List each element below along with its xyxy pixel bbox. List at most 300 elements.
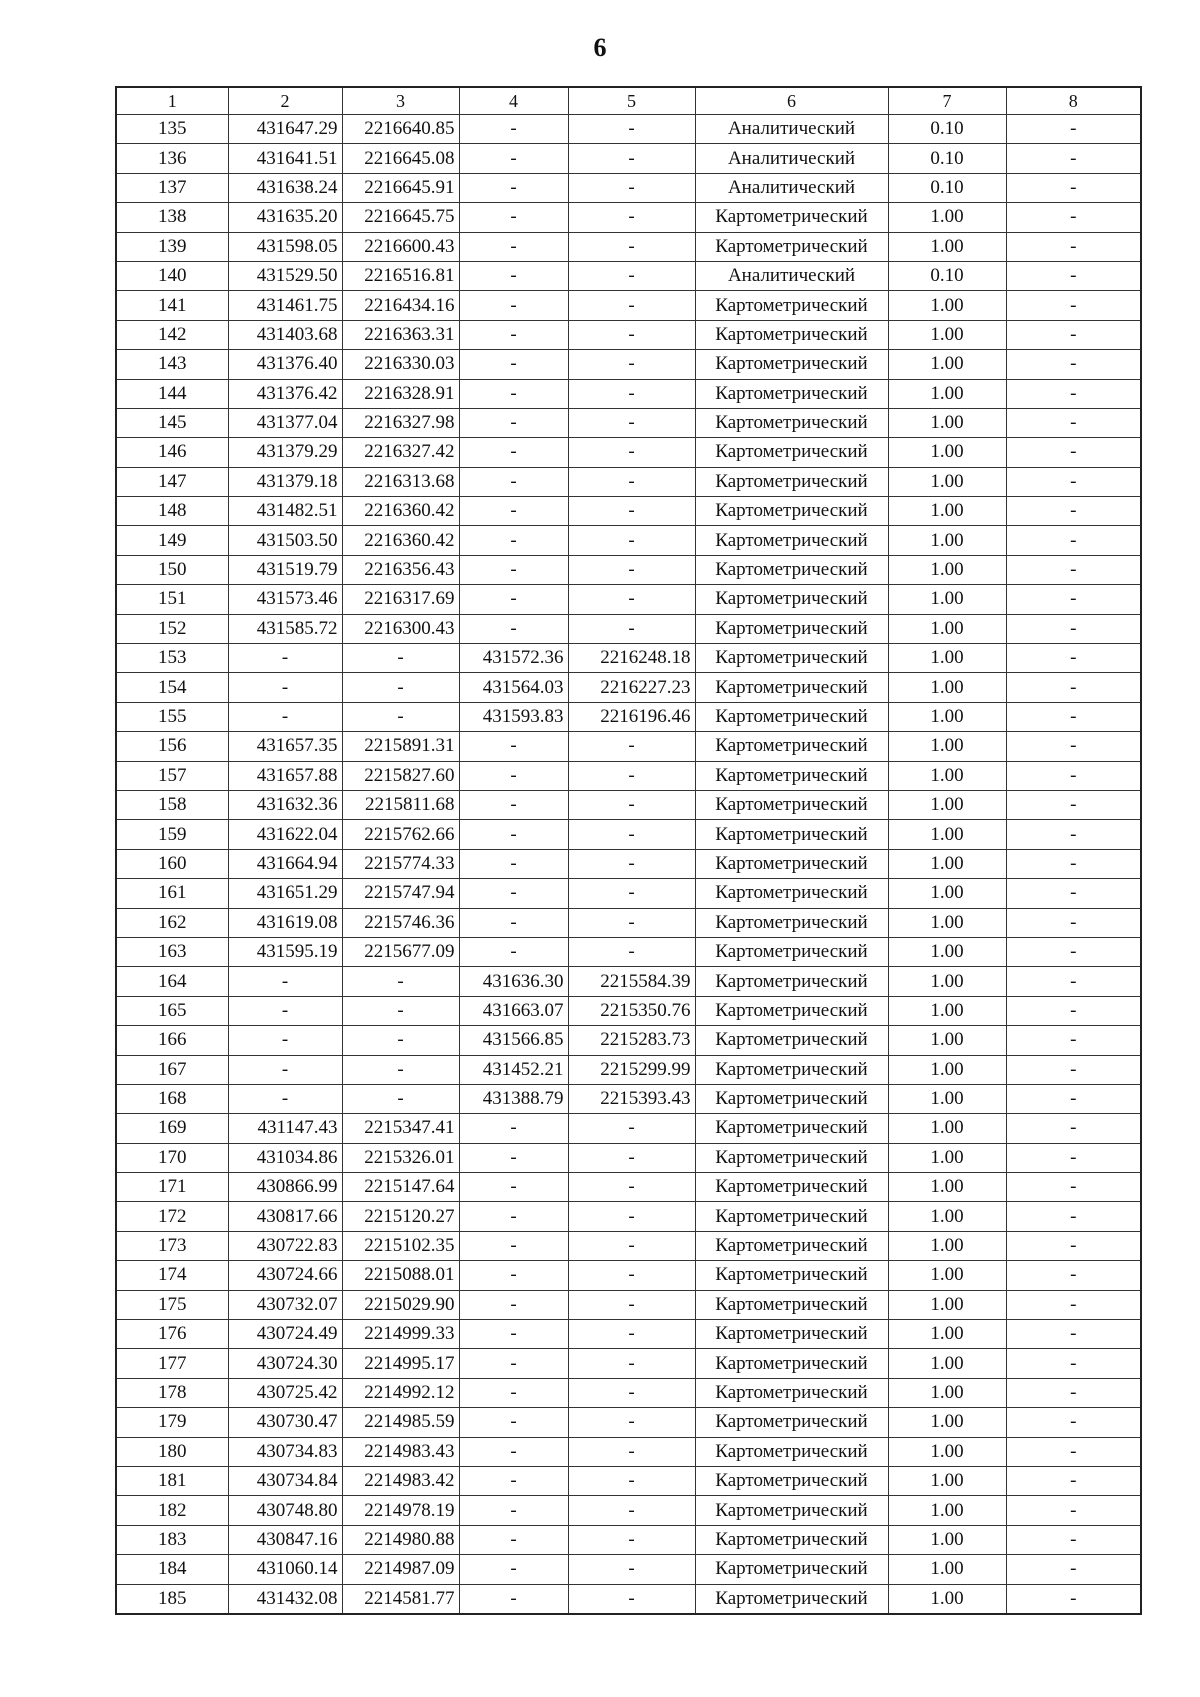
accuracy-cell: 1.00 [888,673,1006,702]
accuracy-cell: 1.00 [888,379,1006,408]
accuracy-cell: 1.00 [888,408,1006,437]
x-new-cell: - [459,1555,568,1584]
accuracy-cell: 1.00 [888,1290,1006,1319]
y-coordinate-cell: 2216645.08 [342,144,459,173]
x-new-cell: - [459,526,568,555]
accuracy-cell: 1.00 [888,1466,1006,1495]
point-number-cell: 177 [116,1349,228,1378]
x-coordinate-cell: 430725.42 [228,1378,342,1407]
x-new-cell: 431593.83 [459,702,568,731]
note-cell: - [1006,790,1141,819]
method-cell: Картометрический [695,526,888,555]
y-coordinate-cell: 2215747.94 [342,879,459,908]
x-new-cell: - [459,1231,568,1260]
x-new-cell: 431564.03 [459,673,568,702]
table-row [116,1349,1141,1378]
x-new-cell: - [459,879,568,908]
method-cell: Картометрический [695,1408,888,1437]
x-coordinate-cell: 430847.16 [228,1525,342,1554]
table-row [116,732,1141,761]
x-coordinate-cell: 431638.24 [228,173,342,202]
y-new-cell: - [568,1320,695,1349]
method-cell: Картометрический [695,673,888,702]
point-number-cell: 157 [116,761,228,790]
table-row [116,173,1141,202]
accuracy-cell: 1.00 [888,203,1006,232]
x-new-cell: - [459,849,568,878]
x-new-cell: - [459,379,568,408]
y-coordinate-cell: 2216317.69 [342,585,459,614]
y-new-cell: - [568,820,695,849]
note-cell: - [1006,879,1141,908]
point-number-cell: 167 [116,1055,228,1084]
point-number-cell: 152 [116,614,228,643]
y-coordinate-cell: 2214980.88 [342,1525,459,1554]
method-cell: Картометрический [695,1466,888,1495]
note-cell: - [1006,408,1141,437]
note-cell: - [1006,261,1141,290]
point-number-cell: 169 [116,1114,228,1143]
y-new-cell: - [568,497,695,526]
method-cell: Картометрический [695,1231,888,1260]
y-new-cell: - [568,1261,695,1290]
y-new-cell: - [568,849,695,878]
note-cell: - [1006,1261,1141,1290]
x-new-cell: - [459,1378,568,1407]
table-row [116,555,1141,584]
y-new-cell: - [568,614,695,643]
column-header: 2 [228,87,342,115]
point-number-cell: 155 [116,702,228,731]
table-row [116,408,1141,437]
y-coordinate-cell: 2214581.77 [342,1584,459,1614]
y-coordinate-cell: 2216313.68 [342,467,459,496]
method-cell: Картометрический [695,497,888,526]
x-new-cell: - [459,614,568,643]
method-cell: Картометрический [695,614,888,643]
note-cell: - [1006,555,1141,584]
y-new-cell: - [568,1437,695,1466]
table-row [116,379,1141,408]
x-new-cell: - [459,1143,568,1172]
note-cell: - [1006,467,1141,496]
y-coordinate-cell: 2215120.27 [342,1202,459,1231]
note-cell: - [1006,203,1141,232]
y-new-cell: 2216248.18 [568,644,695,673]
table-row [116,467,1141,496]
note-cell: - [1006,173,1141,202]
x-new-cell: - [459,1466,568,1495]
table-row [116,1496,1141,1525]
column-header: 1 [116,87,228,115]
table-row [116,115,1141,144]
x-coordinate-cell: 430732.07 [228,1290,342,1319]
table-row [116,232,1141,261]
x-coordinate-cell: 431379.18 [228,467,342,496]
accuracy-cell: 1.00 [888,937,1006,966]
note-cell: - [1006,291,1141,320]
note-cell: - [1006,673,1141,702]
point-number-cell: 178 [116,1378,228,1407]
table-row [116,937,1141,966]
x-coordinate-cell: 431503.50 [228,526,342,555]
method-cell: Картометрический [695,1026,888,1055]
y-new-cell: - [568,1143,695,1172]
y-coordinate-cell: 2214999.33 [342,1320,459,1349]
note-cell: - [1006,1231,1141,1260]
y-coordinate-cell: - [342,673,459,702]
y-new-cell: - [568,203,695,232]
accuracy-cell: 1.00 [888,967,1006,996]
x-new-cell: - [459,291,568,320]
note-cell: - [1006,379,1141,408]
method-cell: Картометрический [695,967,888,996]
y-coordinate-cell: - [342,967,459,996]
table-row [116,438,1141,467]
x-new-cell: - [459,408,568,437]
header-row [116,87,1141,115]
accuracy-cell: 1.00 [888,350,1006,379]
point-number-cell: 160 [116,849,228,878]
y-new-cell: - [568,232,695,261]
point-number-cell: 150 [116,555,228,584]
x-new-cell: - [459,115,568,144]
y-coordinate-cell: 2215347.41 [342,1114,459,1143]
y-coordinate-cell: 2216327.98 [342,408,459,437]
y-new-cell: 2215283.73 [568,1026,695,1055]
point-number-cell: 144 [116,379,228,408]
point-number-cell: 139 [116,232,228,261]
x-new-cell: - [459,1290,568,1319]
x-new-cell: - [459,1496,568,1525]
y-new-cell: - [568,408,695,437]
x-coordinate-cell: 430817.66 [228,1202,342,1231]
x-coordinate-cell: 431619.08 [228,908,342,937]
method-cell: Картометрический [695,438,888,467]
accuracy-cell: 1.00 [888,497,1006,526]
x-new-cell: - [459,937,568,966]
method-cell: Картометрический [695,1261,888,1290]
y-new-cell: 2215299.99 [568,1055,695,1084]
table-row [116,320,1141,349]
accuracy-cell: 1.00 [888,1496,1006,1525]
x-coordinate-cell: - [228,644,342,673]
x-new-cell: - [459,320,568,349]
point-number-cell: 162 [116,908,228,937]
note-cell: - [1006,1437,1141,1466]
note-cell: - [1006,1055,1141,1084]
x-coordinate-cell: 430748.80 [228,1496,342,1525]
y-coordinate-cell: 2215762.66 [342,820,459,849]
y-new-cell: 2216227.23 [568,673,695,702]
y-new-cell: - [568,173,695,202]
point-number-cell: 151 [116,585,228,614]
x-coordinate-cell: 431376.42 [228,379,342,408]
y-new-cell: - [568,1378,695,1407]
y-coordinate-cell: - [342,702,459,731]
x-new-cell: - [459,1320,568,1349]
y-new-cell: - [568,732,695,761]
point-number-cell: 156 [116,732,228,761]
method-cell: Картометрический [695,291,888,320]
x-coordinate-cell: 430722.83 [228,1231,342,1260]
y-new-cell: - [568,526,695,555]
note-cell: - [1006,1466,1141,1495]
column-header: 5 [568,87,695,115]
point-number-cell: 159 [116,820,228,849]
x-new-cell: - [459,761,568,790]
method-cell: Картометрический [695,467,888,496]
x-coordinate-cell: 431647.29 [228,115,342,144]
table-row [116,203,1141,232]
method-cell: Картометрический [695,1525,888,1554]
y-coordinate-cell: 2216300.43 [342,614,459,643]
x-coordinate-cell: 431622.04 [228,820,342,849]
y-new-cell: - [568,879,695,908]
x-new-cell: - [459,467,568,496]
point-number-cell: 173 [116,1231,228,1260]
x-coordinate-cell: 431034.86 [228,1143,342,1172]
table-body [116,115,1141,1614]
method-cell: Картометрический [695,203,888,232]
y-coordinate-cell: 2216356.43 [342,555,459,584]
y-coordinate-cell: 2216645.91 [342,173,459,202]
accuracy-cell: 1.00 [888,526,1006,555]
method-cell: Картометрический [695,1114,888,1143]
y-coordinate-cell: - [342,1084,459,1113]
column-header: 4 [459,87,568,115]
y-coordinate-cell: 2215811.68 [342,790,459,819]
x-coordinate-cell: 431585.72 [228,614,342,643]
accuracy-cell: 1.00 [888,879,1006,908]
y-coordinate-cell: 2214992.12 [342,1378,459,1407]
y-coordinate-cell: 2216645.75 [342,203,459,232]
table-row [116,261,1141,290]
method-cell: Картометрический [695,761,888,790]
method-cell: Картометрический [695,408,888,437]
table-row [116,1055,1141,1084]
accuracy-cell: 1.00 [888,1026,1006,1055]
accuracy-cell: 1.00 [888,1525,1006,1554]
note-cell: - [1006,1026,1141,1055]
method-cell: Картометрический [695,1084,888,1113]
accuracy-cell: 1.00 [888,702,1006,731]
table-row [116,291,1141,320]
method-cell: Картометрический [695,644,888,673]
table-row [116,1114,1141,1143]
y-coordinate-cell: 2216360.42 [342,526,459,555]
x-coordinate-cell: 431482.51 [228,497,342,526]
x-new-cell: 431572.36 [459,644,568,673]
note-cell: - [1006,614,1141,643]
accuracy-cell: 1.00 [888,467,1006,496]
y-coordinate-cell: 2214983.42 [342,1466,459,1495]
table-row [116,790,1141,819]
x-coordinate-cell: 431598.05 [228,232,342,261]
x-new-cell: 431452.21 [459,1055,568,1084]
x-new-cell: - [459,1173,568,1202]
table-row [116,1202,1141,1231]
method-cell: Картометрический [695,879,888,908]
accuracy-cell: 1.00 [888,1555,1006,1584]
note-cell: - [1006,320,1141,349]
x-new-cell: - [459,732,568,761]
note-cell: - [1006,1320,1141,1349]
y-new-cell: - [568,1290,695,1319]
note-cell: - [1006,820,1141,849]
table-row [116,1026,1141,1055]
method-cell: Картометрический [695,820,888,849]
accuracy-cell: 0.10 [888,115,1006,144]
table-row [116,908,1141,937]
accuracy-cell: 0.10 [888,261,1006,290]
method-cell: Картометрический [695,1143,888,1172]
method-cell: Аналитический [695,173,888,202]
note-cell: - [1006,1555,1141,1584]
x-coordinate-cell: 431147.43 [228,1114,342,1143]
accuracy-cell: 1.00 [888,585,1006,614]
x-new-cell: 431636.30 [459,967,568,996]
x-coordinate-cell: 431432.08 [228,1584,342,1614]
x-coordinate-cell: 430724.30 [228,1349,342,1378]
method-cell: Картометрический [695,937,888,966]
method-cell: Картометрический [695,585,888,614]
y-new-cell: - [568,585,695,614]
y-new-cell: - [568,438,695,467]
y-coordinate-cell: 2216363.31 [342,320,459,349]
column-header: 3 [342,87,459,115]
x-coordinate-cell: 431651.29 [228,879,342,908]
point-number-cell: 136 [116,144,228,173]
y-new-cell: - [568,1349,695,1378]
note-cell: - [1006,1114,1141,1143]
table-row [116,702,1141,731]
y-coordinate-cell: 2216640.85 [342,115,459,144]
note-cell: - [1006,908,1141,937]
x-coordinate-cell: - [228,1084,342,1113]
point-number-cell: 158 [116,790,228,819]
x-coordinate-cell: 431379.29 [228,438,342,467]
y-new-cell: 2216196.46 [568,702,695,731]
y-new-cell: - [568,1466,695,1495]
table-row [116,526,1141,555]
note-cell: - [1006,497,1141,526]
x-new-cell: - [459,585,568,614]
y-new-cell: - [568,1496,695,1525]
table-row [116,1320,1141,1349]
accuracy-cell: 1.00 [888,996,1006,1025]
y-coordinate-cell: 2215147.64 [342,1173,459,1202]
y-coordinate-cell: - [342,1055,459,1084]
accuracy-cell: 1.00 [888,232,1006,261]
point-number-cell: 163 [116,937,228,966]
accuracy-cell: 1.00 [888,614,1006,643]
x-coordinate-cell: 431632.36 [228,790,342,819]
column-header: 8 [1006,87,1141,115]
x-coordinate-cell: 431403.68 [228,320,342,349]
y-new-cell: 2215584.39 [568,967,695,996]
method-cell: Картометрический [695,1378,888,1407]
x-coordinate-cell: 431657.35 [228,732,342,761]
accuracy-cell: 1.00 [888,1231,1006,1260]
accuracy-cell: 1.00 [888,438,1006,467]
note-cell: - [1006,1173,1141,1202]
point-number-cell: 180 [116,1437,228,1466]
x-new-cell: - [459,1261,568,1290]
x-new-cell: - [459,497,568,526]
y-coordinate-cell: - [342,996,459,1025]
note-cell: - [1006,232,1141,261]
table-row [116,614,1141,643]
point-number-cell: 175 [116,1290,228,1319]
table-row [116,1231,1141,1260]
accuracy-cell: 1.00 [888,1084,1006,1113]
y-coordinate-cell: 2216327.42 [342,438,459,467]
x-new-cell: - [459,1349,568,1378]
point-number-cell: 172 [116,1202,228,1231]
y-new-cell: - [568,1202,695,1231]
y-new-cell: - [568,1114,695,1143]
method-cell: Картометрический [695,1496,888,1525]
note-cell: - [1006,996,1141,1025]
x-coordinate-cell: - [228,1055,342,1084]
table-row [116,879,1141,908]
table-row [116,996,1141,1025]
accuracy-cell: 1.00 [888,761,1006,790]
x-coordinate-cell: 431664.94 [228,849,342,878]
method-cell: Картометрический [695,320,888,349]
method-cell: Картометрический [695,1173,888,1202]
point-number-cell: 184 [116,1555,228,1584]
table-header [116,87,1141,115]
x-coordinate-cell: - [228,996,342,1025]
column-header: 7 [888,87,1006,115]
note-cell: - [1006,761,1141,790]
y-new-cell: - [568,1408,695,1437]
x-new-cell: - [459,438,568,467]
y-new-cell: - [568,1555,695,1584]
y-coordinate-cell: 2215102.35 [342,1231,459,1260]
note-cell: - [1006,967,1141,996]
point-number-cell: 164 [116,967,228,996]
y-coordinate-cell: 2215827.60 [342,761,459,790]
y-coordinate-cell: 2214995.17 [342,1349,459,1378]
x-coordinate-cell: 430866.99 [228,1173,342,1202]
accuracy-cell: 1.00 [888,820,1006,849]
table-row [116,1555,1141,1584]
accuracy-cell: 1.00 [888,790,1006,819]
y-new-cell: 2215393.43 [568,1084,695,1113]
method-cell: Картометрический [695,350,888,379]
note-cell: - [1006,1349,1141,1378]
note-cell: - [1006,1525,1141,1554]
note-cell: - [1006,1378,1141,1407]
method-cell: Картометрический [695,849,888,878]
y-new-cell: - [568,1173,695,1202]
y-new-cell: - [568,261,695,290]
y-coordinate-cell: 2216330.03 [342,350,459,379]
x-coordinate-cell: 431461.75 [228,291,342,320]
table-row [116,1437,1141,1466]
point-number-cell: 182 [116,1496,228,1525]
method-cell: Картометрический [695,1555,888,1584]
coordinates-table [115,86,1142,1615]
y-coordinate-cell: 2216360.42 [342,497,459,526]
x-new-cell: - [459,350,568,379]
note-cell: - [1006,702,1141,731]
point-number-cell: 154 [116,673,228,702]
accuracy-cell: 1.00 [888,1143,1006,1172]
